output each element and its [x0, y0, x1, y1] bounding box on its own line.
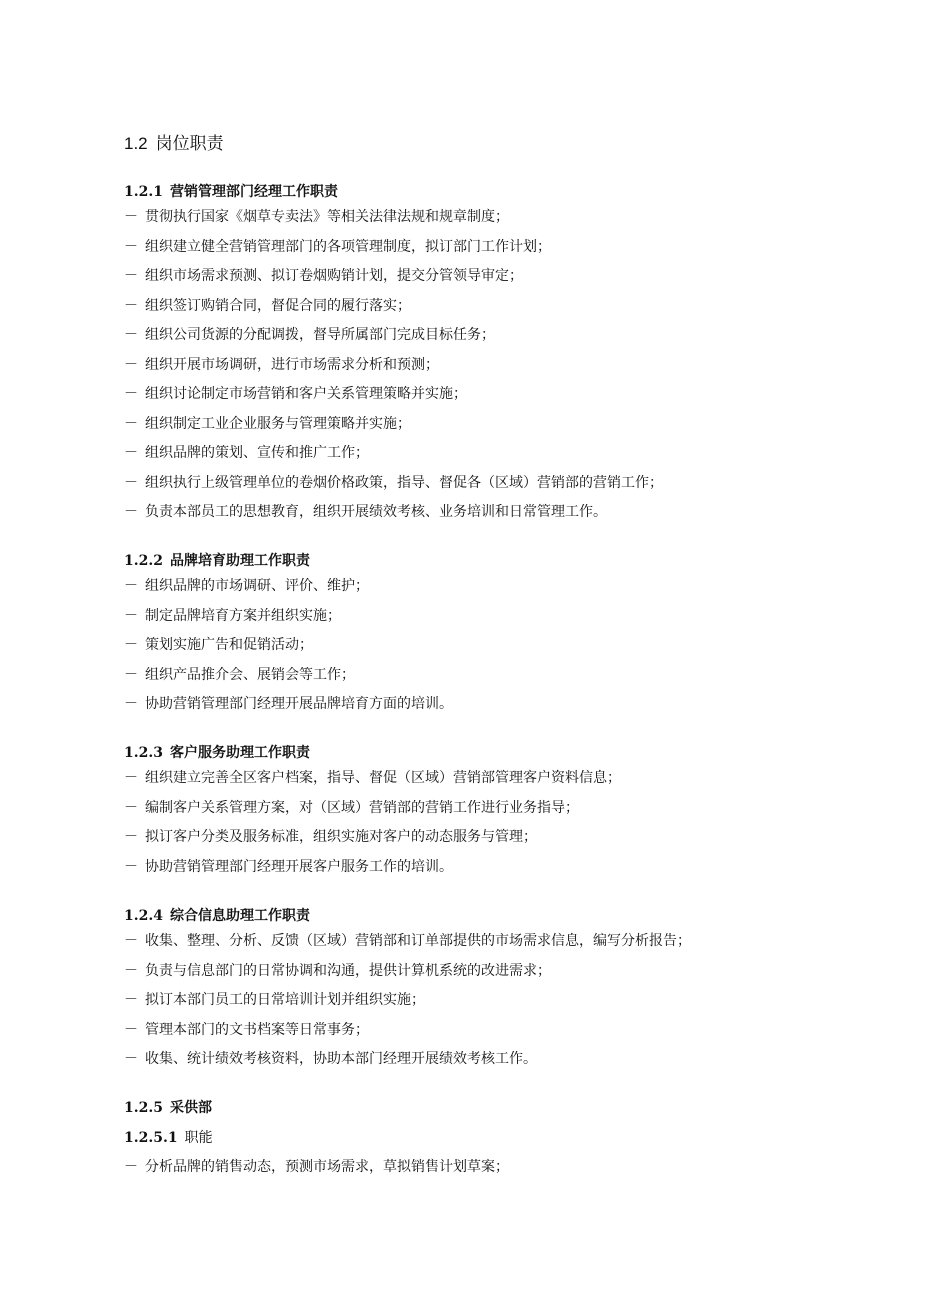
list-item-text: 组织建立健全营销管理部门的各项管理制度，拟订部门工作计划；: [145, 238, 551, 255]
list-item-text: 组织品牌的市场调研、评价、维护；: [145, 578, 369, 594]
list-item-text: 组织品牌的策划、宣传和推广工作；: [145, 445, 369, 461]
list-item: [124, 927, 920, 957]
list-item-text: 拟订客户分类及服务标准，组织实施对客户的动态服务与管理；: [145, 829, 537, 845]
list-item-text: 策划实施广告和促销活动；: [145, 637, 313, 653]
list-item-text: 组织执行上级管理单位的卷烟价格政策，指导、督促各（区域）营销部的营销工作；: [145, 474, 663, 491]
dash-bullet: －: [124, 962, 138, 979]
subsection-1-2-3: [124, 742, 920, 882]
list-item: [124, 602, 920, 632]
subsection-heading: [124, 905, 920, 927]
subsection-number: 1.2.3: [124, 745, 163, 761]
list-item: [124, 351, 920, 381]
list-item: [124, 380, 920, 410]
subsubsection-heading: [124, 1127, 920, 1149]
list-item-text: 管理本部门的文书档案等日常事务；: [145, 1021, 369, 1038]
subsection-title: 采供部: [169, 1100, 212, 1116]
subsection-heading: [124, 181, 920, 203]
list-item: [124, 853, 920, 883]
list-item: [124, 498, 920, 528]
dash-bullet: －: [124, 933, 138, 949]
dash-bullet: －: [124, 268, 138, 284]
subsection-heading: [124, 550, 920, 572]
list-item: [124, 572, 920, 602]
dash-bullet: －: [124, 666, 138, 683]
list-item: [124, 469, 920, 499]
list-item: [124, 794, 920, 824]
subsection-title: 品牌培育助理工作职责: [169, 553, 310, 569]
list-item: [124, 1045, 920, 1075]
list-item-text: 收集、整理、分析、反馈（区域）营销部和订单部提供的市场需求信息，编写分析报告；: [145, 933, 691, 949]
list-item-text: 制定品牌培育方案并组织实施；: [145, 607, 341, 624]
dash-bullet: －: [124, 1021, 138, 1038]
dash-bullet: －: [124, 992, 138, 1008]
list-item-text: 组织公司货源的分配调拨，督导所属部门完成目标任务；: [145, 327, 495, 343]
list-item-text: 负责与信息部门的日常协调和沟通，提供计算机系统的改进需求；: [145, 962, 551, 979]
dash-bullet: －: [124, 504, 138, 520]
dash-bullet: －: [124, 1159, 138, 1175]
list-item: [124, 823, 920, 853]
section-title: 岗位职责: [155, 134, 224, 153]
dash-bullet: －: [124, 799, 138, 816]
subsection-heading: [124, 742, 920, 764]
subsubsection-number: 1.2.5.1: [124, 1130, 178, 1146]
dash-bullet: －: [124, 356, 138, 373]
list-item-text: 组织讨论制定市场营销和客户关系管理策略并实施；: [145, 386, 467, 402]
list-item-text: 组织建立完善全区客户档案，指导、督促（区域）营销部管理客户资料信息；: [145, 770, 621, 786]
list-item: [124, 1016, 920, 1046]
list-item: [124, 957, 920, 987]
list-item: [124, 321, 920, 351]
list-item: [124, 410, 920, 440]
subsection-heading: [124, 1097, 920, 1119]
dash-bullet: －: [124, 1051, 138, 1067]
subsection-1-2-5-1: [124, 1127, 920, 1183]
section-heading: [124, 132, 224, 156]
subsection-1-2-2: [124, 550, 920, 720]
dash-bullet: －: [124, 445, 138, 461]
subsection-1-2-5: [124, 1097, 920, 1119]
dash-bullet: －: [124, 238, 138, 255]
subsection-title: 客户服务助理工作职责: [169, 745, 310, 761]
list-item-text: 贯彻执行国家《烟草专卖法》等相关法律法规和规章制度；: [145, 209, 509, 225]
dash-bullet: －: [124, 607, 138, 624]
list-item-text: 组织产品推介会、展销会等工作；: [145, 666, 355, 683]
list-item-text: 负责本部员工的思想教育，组织开展绩效考核、业务培训和日常管理工作。: [145, 504, 607, 520]
list-item: [124, 262, 920, 292]
list-item: [124, 292, 920, 322]
section-number: 1.2: [124, 134, 148, 153]
list-item-text: 组织开展市场调研，进行市场需求分析和预测；: [145, 356, 439, 373]
subsubsection-title: 职能: [184, 1130, 213, 1146]
dash-bullet: －: [124, 696, 138, 712]
subsection-title: 综合信息助理工作职责: [169, 908, 310, 924]
list-item: [124, 233, 920, 263]
dash-bullet: －: [124, 637, 138, 653]
list-item: [124, 986, 920, 1016]
subsection-1-2-1: [124, 181, 920, 528]
list-item-text: 分析品牌的销售动态，预测市场需求，草拟销售计划草案；: [145, 1159, 509, 1175]
list-item: [124, 1153, 920, 1183]
list-item: [124, 690, 920, 720]
dash-bullet: －: [124, 829, 138, 845]
list-item: [124, 661, 920, 691]
subsection-title: 营销管理部门经理工作职责: [169, 184, 338, 200]
subsection-number: 1.2.1: [124, 184, 163, 200]
list-item: [124, 764, 920, 794]
list-item-text: 收集、统计绩效考核资料，协助本部门经理开展绩效考核工作。: [145, 1051, 537, 1067]
dash-bullet: －: [124, 297, 138, 314]
subsection-1-2-4: [124, 905, 920, 1075]
subsection-number: 1.2.5: [124, 1100, 163, 1116]
list-item-text: 编制客户关系管理方案，对（区域）营销部的营销工作进行业务指导；: [145, 799, 579, 816]
list-item-text: 协助营销管理部门经理开展客户服务工作的培训。: [145, 858, 453, 875]
dash-bullet: －: [124, 578, 138, 594]
dash-bullet: －: [124, 474, 138, 491]
dash-bullet: －: [124, 209, 138, 225]
dash-bullet: －: [124, 386, 138, 402]
dash-bullet: －: [124, 770, 138, 786]
list-item: [124, 439, 920, 469]
list-item: [124, 631, 920, 661]
list-item: [124, 203, 920, 233]
list-item-text: 组织签订购销合同，督促合同的履行落实；: [145, 297, 411, 314]
dash-bullet: －: [124, 327, 138, 343]
list-item-text: 协助营销管理部门经理开展品牌培育方面的培训。: [145, 696, 453, 712]
list-item-text: 组织市场需求预测、拟订卷烟购销计划，提交分管领导审定；: [145, 268, 523, 284]
list-item-text: 拟订本部门员工的日常培训计划并组织实施；: [145, 992, 425, 1008]
dash-bullet: －: [124, 415, 138, 432]
subsection-number: 1.2.2: [124, 553, 163, 569]
list-item-text: 组织制定工业企业服务与管理策略并实施；: [145, 415, 411, 432]
subsection-number: 1.2.4: [124, 908, 163, 924]
dash-bullet: －: [124, 858, 138, 875]
